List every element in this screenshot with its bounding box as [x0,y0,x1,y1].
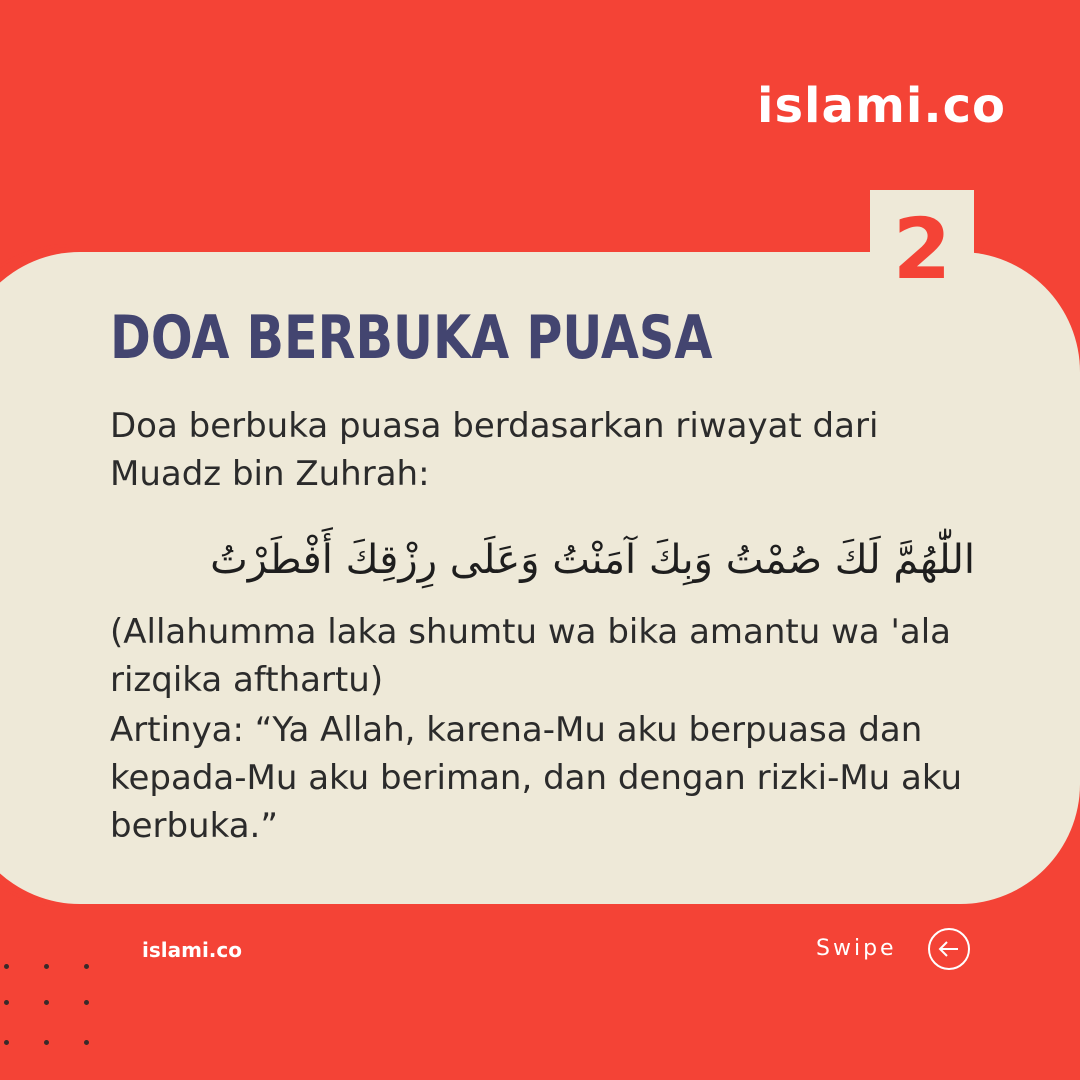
brand-logo: islami.co [757,78,1006,134]
page-title: DOA BERBUKA PUASA [110,303,713,373]
footer-brand: islami.co [142,938,242,962]
arrow-left-circle-icon[interactable] [928,928,970,970]
arabic-prayer: اللّٰهُمَّ لَكَ صُمْتُ وَبِكَ آمَنْتُ وَعَلَى رِزْقِكَ أَفْطَرْتُ [210,537,975,583]
intro-text: Doa berbuka puasa berdasarkan riwayat dari Muadz bin Zuhrah: [110,406,879,494]
meaning-text: Artinya: “Ya Allah, karena-Mu aku berpuasa dan kepada-Mu aku beriman, dan dengan rizki-Mu aku berbuka.” [110,710,963,846]
swipe-label[interactable]: Swipe [816,936,897,961]
transliteration-text: (Allahumma laka shumtu wa bika amantu wa 'ala rizqika afthartu) [110,612,952,700]
slide-number: 2 [870,190,974,308]
